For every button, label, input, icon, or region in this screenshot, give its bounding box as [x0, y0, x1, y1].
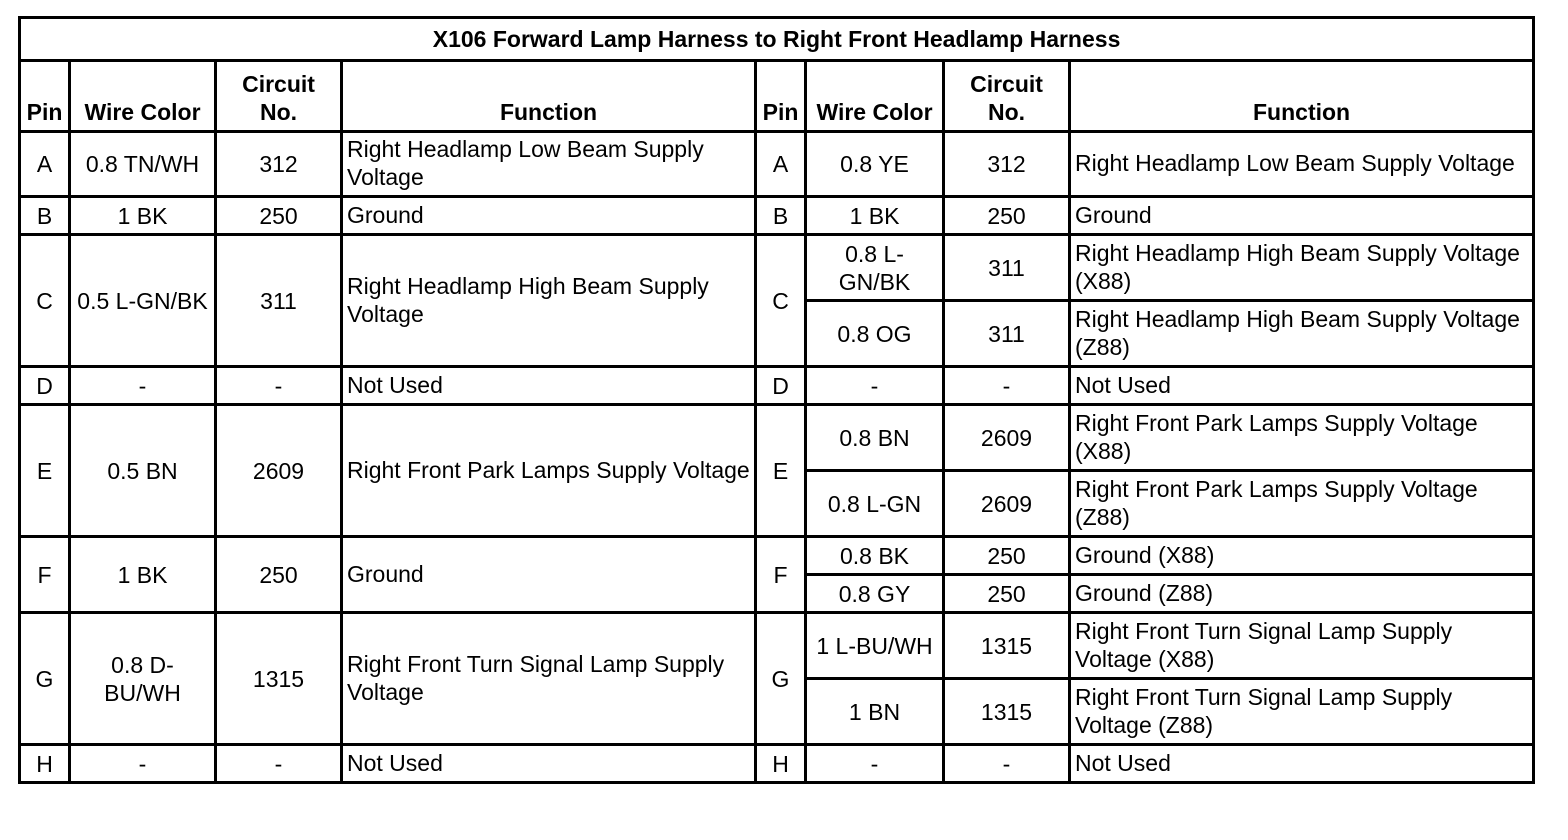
header-circuit-left: Circuit No.	[216, 61, 342, 132]
circuit-right-cell: 250	[944, 197, 1070, 235]
function-left-cell: Right Headlamp High Beam Supply Voltage	[342, 235, 756, 367]
circuit-right-cell: 1315	[944, 679, 1070, 745]
wire-color-right-cell: -	[806, 745, 944, 783]
table-title: X106 Forward Lamp Harness to Right Front Headlamp Harness	[20, 18, 1534, 61]
pin-left-cell: F	[20, 537, 70, 613]
circuit-right-cell: 311	[944, 235, 1070, 301]
circuit-left-cell: 250	[216, 197, 342, 235]
wire-color-left-cell: -	[70, 367, 216, 405]
pin-right-cell: B	[756, 197, 806, 235]
wire-color-left-cell: 0.5 BN	[70, 405, 216, 537]
wire-color-left-cell: -	[70, 745, 216, 783]
circuit-right-cell: 250	[944, 537, 1070, 575]
wire-color-right-cell: 0.8 L-GN	[806, 471, 944, 537]
table-row	[20, 405, 1534, 471]
wire-color-left-cell: 0.5 L-GN/BK	[70, 235, 216, 367]
function-left-cell: Ground	[342, 537, 756, 613]
header-function-left: Function	[342, 61, 756, 132]
header-wire-color-left: Wire Color	[70, 61, 216, 132]
function-right-cell: Not Used	[1070, 367, 1534, 405]
pin-left-cell: D	[20, 367, 70, 405]
circuit-right-cell: -	[944, 745, 1070, 783]
table-row	[20, 132, 1534, 197]
circuit-left-cell: 1315	[216, 613, 342, 745]
function-right-cell: Ground (X88)	[1070, 537, 1534, 575]
wire-color-right-cell: 1 BK	[806, 197, 944, 235]
wire-color-right-cell: 0.8 L-GN/BK	[806, 235, 944, 301]
function-left-cell: Right Headlamp Low Beam Supply Voltage	[342, 132, 756, 197]
circuit-right-cell: 311	[944, 301, 1070, 367]
function-right-cell: Right Front Park Lamps Supply Voltage (Z88)	[1070, 471, 1534, 537]
table-row	[20, 537, 1534, 575]
table-row	[20, 235, 1534, 301]
pin-left-cell: H	[20, 745, 70, 783]
pin-right-cell: A	[756, 132, 806, 197]
header-function-right: Function	[1070, 61, 1534, 132]
circuit-left-cell: 312	[216, 132, 342, 197]
wire-color-right-cell: 0.8 OG	[806, 301, 944, 367]
pin-right-cell: F	[756, 537, 806, 613]
wire-color-left-cell: 0.8 TN/WH	[70, 132, 216, 197]
wire-color-left-cell: 1 BK	[70, 197, 216, 235]
function-right-cell: Right Headlamp High Beam Supply Voltage (Z88)	[1070, 301, 1534, 367]
function-left-cell: Not Used	[342, 745, 756, 783]
function-right-cell: Ground	[1070, 197, 1534, 235]
pin-left-cell: E	[20, 405, 70, 537]
function-left-cell: Not Used	[342, 367, 756, 405]
header-pin-right: Pin	[756, 61, 806, 132]
pin-right-cell: C	[756, 235, 806, 367]
function-right-cell: Ground (Z88)	[1070, 575, 1534, 613]
function-right-cell: Right Front Turn Signal Lamp Supply Voltage (Z88)	[1070, 679, 1534, 745]
function-right-cell: Right Headlamp High Beam Supply Voltage (X88)	[1070, 235, 1534, 301]
circuit-left-cell: -	[216, 367, 342, 405]
wire-color-right-cell: 0.8 GY	[806, 575, 944, 613]
function-right-cell: Right Front Turn Signal Lamp Supply Voltage (X88)	[1070, 613, 1534, 679]
wire-color-left-cell: 0.8 D-BU/WH	[70, 613, 216, 745]
function-left-cell: Ground	[342, 197, 756, 235]
table-row	[20, 367, 1534, 405]
circuit-right-cell: 2609	[944, 405, 1070, 471]
wire-color-right-cell: 0.8 YE	[806, 132, 944, 197]
pin-right-cell: H	[756, 745, 806, 783]
circuit-right-cell: -	[944, 367, 1070, 405]
wire-color-right-cell: 0.8 BN	[806, 405, 944, 471]
circuit-left-cell: 311	[216, 235, 342, 367]
pin-left-cell: C	[20, 235, 70, 367]
header-circuit-right: Circuit No.	[944, 61, 1070, 132]
circuit-right-cell: 250	[944, 575, 1070, 613]
table-row	[20, 745, 1534, 783]
header-pin-left: Pin	[20, 61, 70, 132]
wire-color-left-cell: 1 BK	[70, 537, 216, 613]
pin-left-cell: G	[20, 613, 70, 745]
wire-color-right-cell: -	[806, 367, 944, 405]
wire-color-right-cell: 1 L-BU/WH	[806, 613, 944, 679]
function-right-cell: Not Used	[1070, 745, 1534, 783]
pin-left-cell: B	[20, 197, 70, 235]
circuit-left-cell: -	[216, 745, 342, 783]
pin-right-cell: G	[756, 613, 806, 745]
table-row	[20, 197, 1534, 235]
function-right-cell: Right Headlamp Low Beam Supply Voltage	[1070, 132, 1534, 197]
circuit-left-cell: 2609	[216, 405, 342, 537]
circuit-right-cell: 1315	[944, 613, 1070, 679]
pin-right-cell: E	[756, 405, 806, 537]
circuit-left-cell: 250	[216, 537, 342, 613]
function-left-cell: Right Front Turn Signal Lamp Supply Voltage	[342, 613, 756, 745]
function-right-cell: Right Front Park Lamps Supply Voltage (X88)	[1070, 405, 1534, 471]
connector-table-container	[18, 16, 1532, 784]
wire-color-right-cell: 0.8 BK	[806, 537, 944, 575]
pin-right-cell: D	[756, 367, 806, 405]
circuit-right-cell: 312	[944, 132, 1070, 197]
circuit-right-cell: 2609	[944, 471, 1070, 537]
function-left-cell: Right Front Park Lamps Supply Voltage	[342, 405, 756, 537]
table-row	[20, 613, 1534, 679]
header-wire-color-right: Wire Color	[806, 61, 944, 132]
connector-pinout-table	[18, 16, 1535, 784]
wire-color-right-cell: 1 BN	[806, 679, 944, 745]
table-body	[20, 132, 1534, 783]
pin-left-cell: A	[20, 132, 70, 197]
